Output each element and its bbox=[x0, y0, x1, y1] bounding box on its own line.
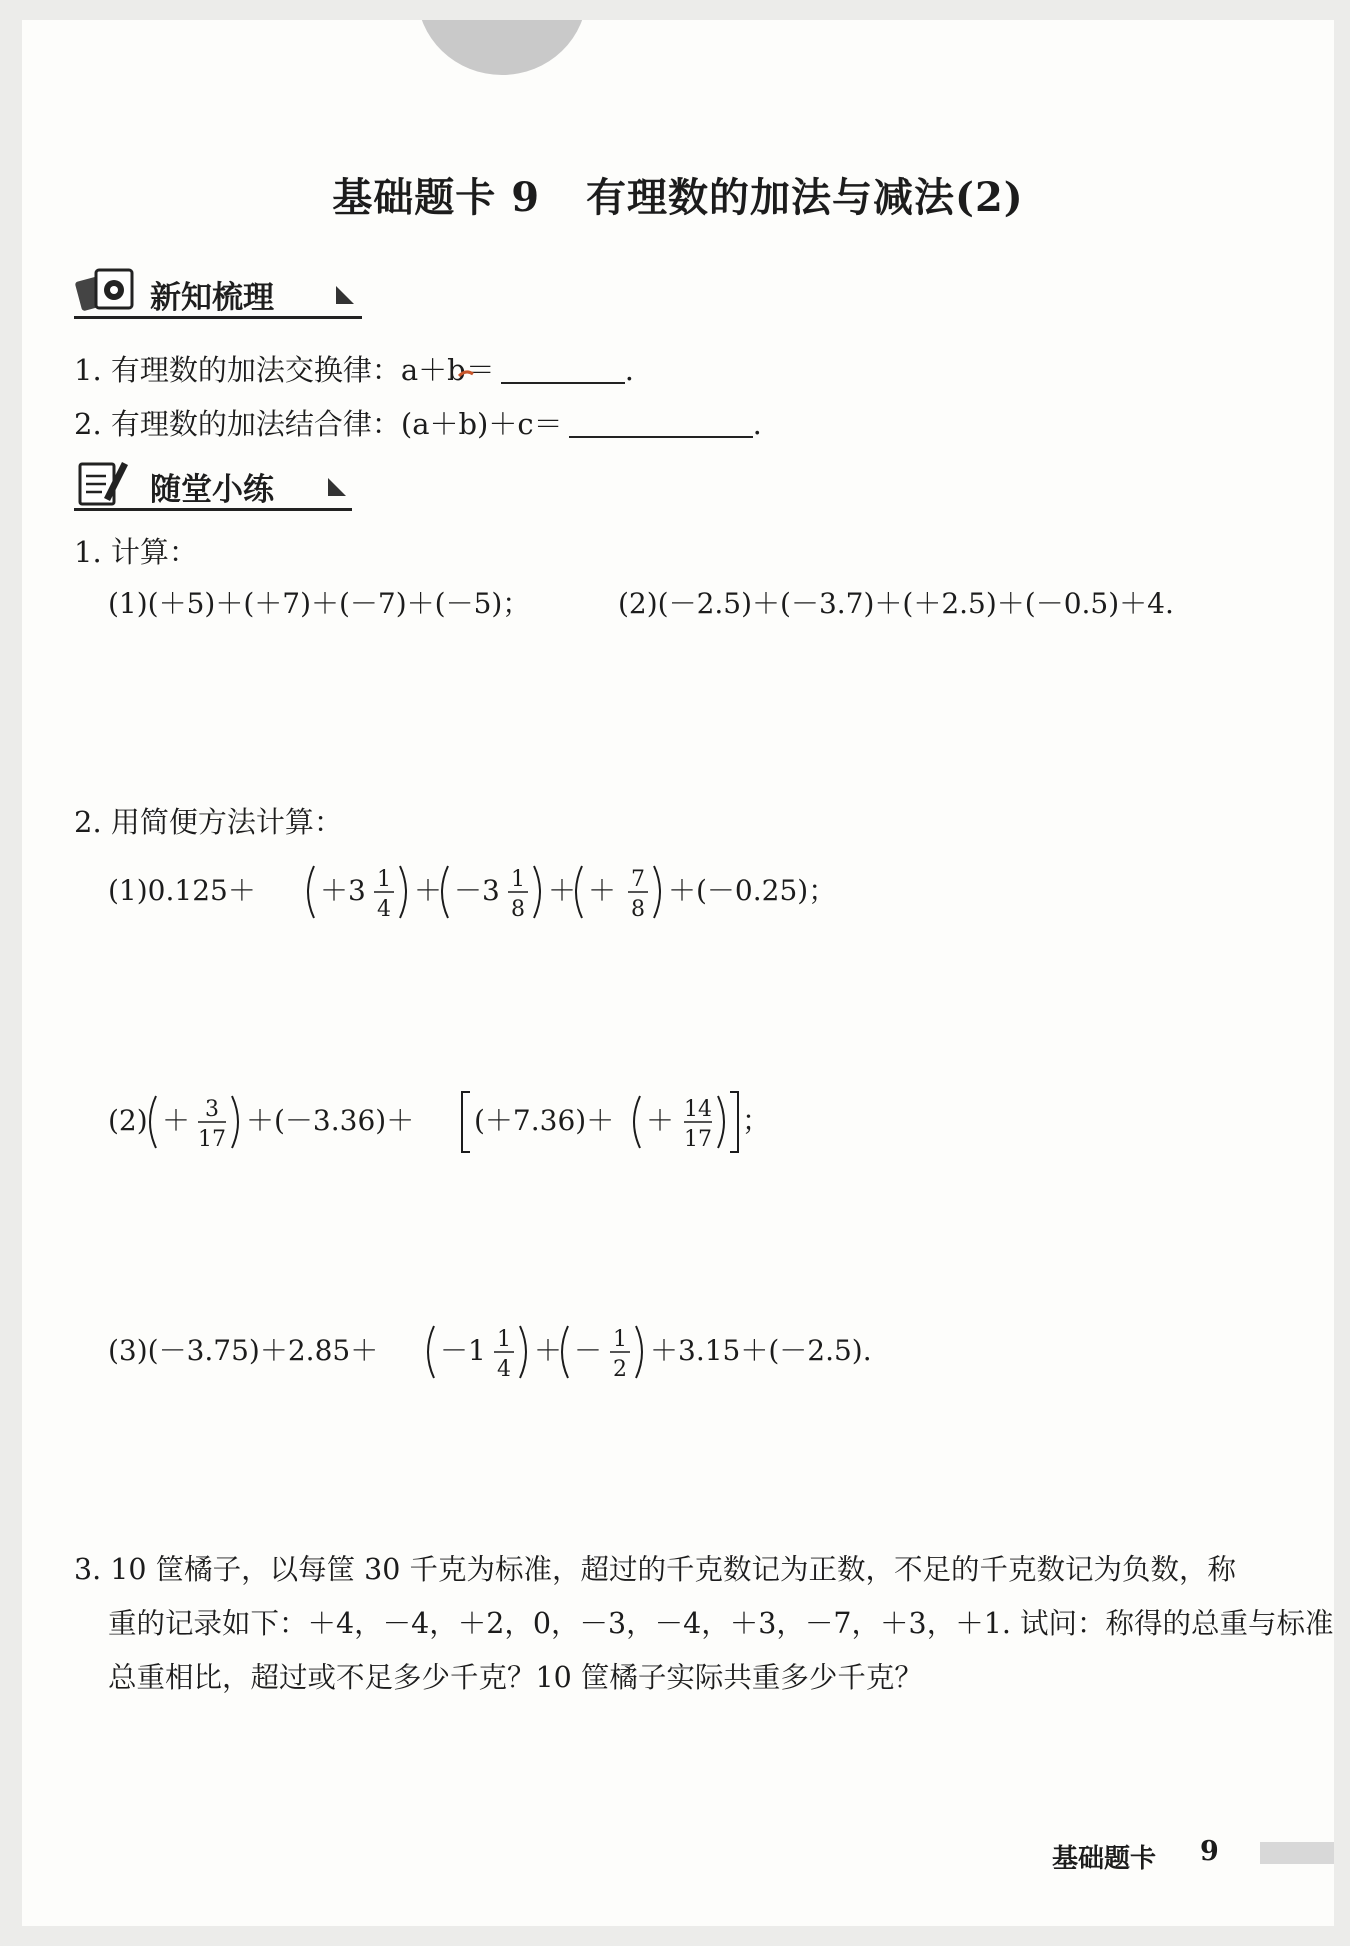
expr-text: ＋ bbox=[414, 874, 443, 907]
right-paren bbox=[534, 866, 540, 918]
fraction-numerator: 1 bbox=[497, 1327, 511, 1352]
section-label: 随堂小练 bbox=[150, 472, 274, 508]
fraction-numerator: 7 bbox=[631, 867, 645, 892]
page-tab-shadow bbox=[417, 20, 587, 75]
section-header-new-knowledge bbox=[74, 264, 362, 320]
fraction-denominator: 8 bbox=[511, 897, 525, 922]
expr-text: (＋7.36)＋ bbox=[474, 1104, 615, 1137]
fraction-denominator: 8 bbox=[631, 897, 645, 922]
expr-text: ＋3.15＋(－2.5). bbox=[650, 1334, 872, 1367]
expr-text: ＋ bbox=[548, 874, 577, 907]
knowledge-item-1 bbox=[74, 350, 634, 390]
fraction-denominator: 4 bbox=[497, 1357, 511, 1382]
expr-text: ； bbox=[742, 1104, 771, 1137]
knowledge-item-text: 2. 有理数的加法结合律：(a＋b)＋c＝ bbox=[74, 407, 563, 441]
expr-text: ＋ bbox=[534, 1334, 563, 1367]
left-paren bbox=[576, 866, 582, 918]
section-header-practice bbox=[74, 456, 352, 512]
left-paren bbox=[442, 866, 448, 918]
knowledge-item-2 bbox=[74, 404, 762, 444]
page-title bbox=[22, 166, 1334, 223]
expr-text: ＋(－3.36)＋ bbox=[246, 1104, 415, 1137]
question-2-part-1 bbox=[108, 852, 888, 932]
fraction-numerator: 3 bbox=[205, 1097, 219, 1122]
right-paren bbox=[232, 1096, 238, 1148]
triangle-marker-icon bbox=[336, 286, 354, 304]
question-1-part-2: (2)(－2.5)＋(－3.7)＋(＋2.5)＋(－0.5)＋4. bbox=[618, 587, 1174, 620]
triangle-marker-icon bbox=[328, 478, 346, 496]
title-main: 基础题卡 9 bbox=[332, 174, 541, 221]
footer-label: 基础题卡 bbox=[1052, 1844, 1157, 1874]
question-2-heading: 2. 用简便方法计算： bbox=[74, 805, 343, 839]
page-number: 9 bbox=[1200, 1836, 1219, 1867]
expr-text: (1)0.125＋ bbox=[108, 874, 256, 907]
expr-text: ＋ bbox=[646, 1104, 675, 1137]
section-underline bbox=[74, 316, 362, 319]
footer-bar bbox=[1260, 1842, 1334, 1864]
right-paren bbox=[636, 1326, 642, 1378]
fraction-numerator: 1 bbox=[511, 867, 525, 892]
fraction-denominator: 17 bbox=[198, 1127, 226, 1152]
answer-blank[interactable] bbox=[501, 354, 625, 384]
title-sub: 有理数的加法与减法(2) bbox=[586, 174, 1024, 221]
right-paren bbox=[400, 866, 406, 918]
left-paren bbox=[150, 1096, 156, 1148]
fraction-denominator: 2 bbox=[613, 1357, 627, 1382]
right-paren bbox=[718, 1096, 724, 1148]
question-2-part-3 bbox=[108, 1312, 928, 1392]
period: . bbox=[624, 353, 634, 387]
fraction-numerator: 1 bbox=[613, 1327, 627, 1352]
question-2-part-2 bbox=[108, 1082, 888, 1162]
target-card-icon bbox=[74, 264, 138, 316]
answer-blank[interactable] bbox=[569, 408, 753, 438]
fraction-numerator: 14 bbox=[684, 1097, 712, 1122]
expr-text: ＋ bbox=[162, 1104, 191, 1137]
handwritten-mark bbox=[458, 368, 474, 378]
expr-text: ＋(－0.25)； bbox=[668, 874, 837, 907]
fraction-denominator: 4 bbox=[377, 897, 391, 922]
question-3-line-3: 总重相比，超过或不足多少千克？10 筐橘子实际共重多少千克？ bbox=[108, 1661, 923, 1694]
knowledge-item-text: 1. 有理数的加法交换律：a＋b＝ bbox=[74, 353, 495, 387]
expr-text: － bbox=[574, 1334, 603, 1367]
section-label: 新知梳理 bbox=[150, 280, 274, 316]
left-paren bbox=[562, 1326, 568, 1378]
right-bracket bbox=[730, 1092, 738, 1152]
notebook-pen-icon bbox=[74, 456, 138, 508]
worksheet-page bbox=[22, 20, 1334, 1926]
left-paren bbox=[428, 1326, 434, 1378]
question-3-line-1: 3. 10 筐橘子，以每筐 30 千克为标准，超过的千克数记为正数，不足的千克数记为负数，称 bbox=[74, 1553, 1236, 1586]
section-underline bbox=[74, 508, 352, 511]
question-1-heading: 1. 计算： bbox=[74, 535, 198, 569]
right-paren bbox=[654, 866, 660, 918]
left-paren bbox=[308, 866, 314, 918]
question-3-line-2: 重的记录如下：＋4，－4，＋2，0，－3，－4，＋3，－7，＋3，＋1. 试问：称得的总重与标准 bbox=[108, 1607, 1334, 1640]
expr-text: (3)(－3.75)＋2.85＋ bbox=[108, 1334, 379, 1367]
expr-text: －1 bbox=[440, 1334, 486, 1367]
expr-text: ＋3 bbox=[320, 874, 366, 907]
fraction-numerator: 1 bbox=[377, 867, 391, 892]
expr-text: (2) bbox=[108, 1104, 148, 1137]
left-paren bbox=[634, 1096, 640, 1148]
fraction-denominator: 17 bbox=[684, 1127, 712, 1152]
right-paren bbox=[520, 1326, 526, 1378]
expr-text: ＋ bbox=[588, 874, 617, 907]
expr-text: －3 bbox=[454, 874, 500, 907]
left-bracket bbox=[462, 1092, 470, 1152]
period: . bbox=[752, 407, 762, 441]
question-1-part-1: (1)(＋5)＋(＋7)＋(－7)＋(－5)； bbox=[108, 587, 531, 620]
